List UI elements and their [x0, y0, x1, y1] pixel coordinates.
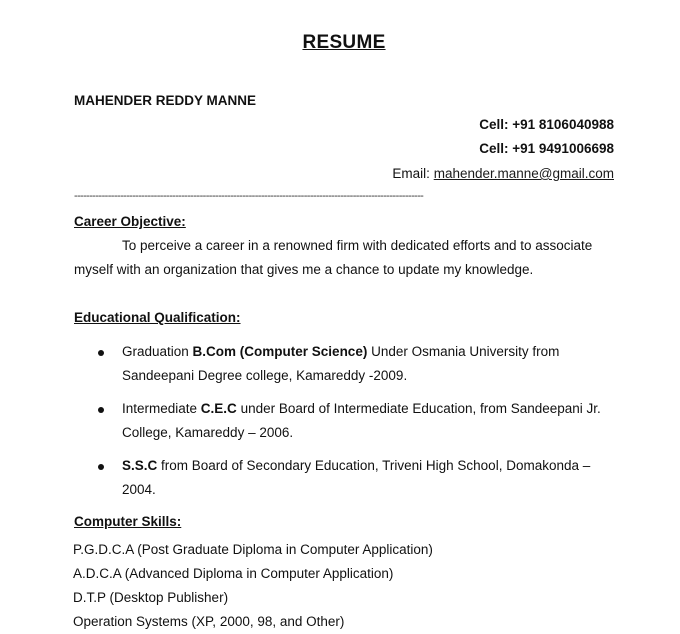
header-divider: ------------------------------------------------------------------------------------------------------------------	[74, 190, 424, 202]
skill-item: D.T.P (Desktop Publisher)	[73, 590, 229, 605]
computer-skills-heading: Computer Skills:	[74, 514, 182, 529]
education-item-degree: B.Com (Computer Science)	[192, 344, 368, 359]
education-item-details: from Board of Secondary Education, Triveni High School, Domakonda – 2004.	[122, 458, 591, 497]
education-list	[74, 340, 622, 511]
career-objective-heading: Career Objective:	[74, 214, 186, 229]
education-item-prefix: Intermediate	[122, 401, 201, 416]
computer-skills-list	[73, 538, 433, 634]
education-item-ssc	[74, 454, 622, 502]
bullet-icon	[98, 350, 104, 356]
education-item-degree: S.S.C	[122, 458, 158, 473]
email-label: Email:	[392, 166, 430, 181]
education-item-details: under Board of Intermediate Education, from Sandeepani Jr. College, Kamareddy – 2006.	[122, 401, 601, 440]
education-heading: Educational Qualification:	[74, 310, 241, 325]
page-title: RESUME	[302, 32, 386, 53]
skill-item: A.D.C.A (Advanced Diploma in Computer Application)	[73, 566, 394, 581]
career-objective-text: To perceive a career in a renowned firm with dedicated efforts and to associate myself with an organization that gives me a chance to update my knowledge.	[74, 238, 593, 277]
phone-primary: Cell: +91 8106040988	[479, 117, 614, 132]
email-line	[392, 166, 614, 181]
skill-item: Operation Systems (XP, 2000, 98, and Other)	[73, 614, 345, 629]
education-item-degree: C.E.C	[200, 401, 237, 416]
phone-secondary: Cell: +91 9491006698	[479, 141, 614, 156]
bullet-icon	[98, 407, 104, 413]
bullet-icon	[98, 464, 104, 470]
email-link[interactable]: mahender.manne@gmail.com	[433, 166, 614, 181]
education-item-details: Under Osmania University from Sandeepani Degree college, Kamareddy -2009.	[122, 344, 560, 383]
skill-item: P.G.D.C.A (Post Graduate Diploma in Computer Application)	[73, 542, 433, 557]
education-item-intermediate	[74, 397, 622, 445]
education-item-graduation	[74, 340, 622, 388]
candidate-name: MAHENDER REDDY MANNE	[74, 93, 257, 108]
education-item-prefix: Graduation	[122, 344, 193, 359]
